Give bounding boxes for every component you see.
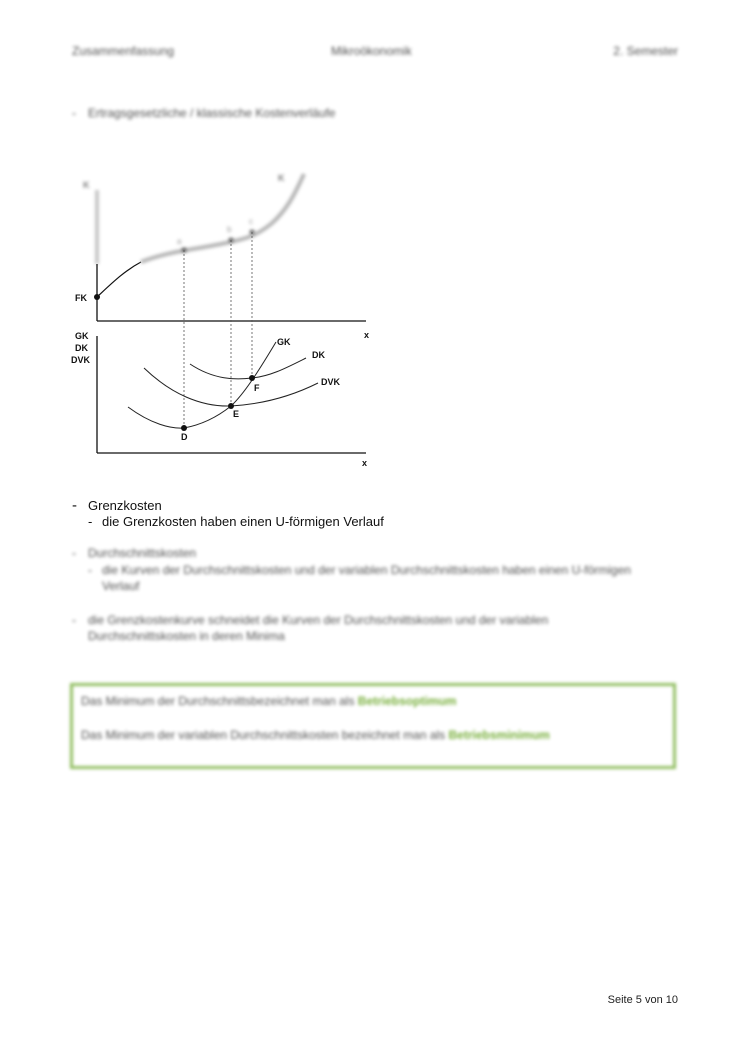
header-right: 2. Semester (613, 44, 678, 58)
grenzkosten-heading (72, 497, 162, 514)
grenzkosten-sub (88, 514, 384, 529)
point-c-label: c (249, 217, 253, 226)
top-y-label: K (83, 180, 90, 190)
durchschnitt-sub (88, 562, 668, 594)
box-line-1 (81, 694, 456, 708)
point-d-label: D (181, 432, 188, 442)
schnitt-text: die Grenzkostenkurve schneidet die Kurven der Durchschnittskosten und der variablen Durchschnittskosten in deren Minima (88, 613, 549, 643)
definition-box (70, 683, 676, 769)
fk-label: FK (75, 293, 87, 303)
dk-curve (190, 358, 306, 379)
grenzkosten-sub-text: die Grenzkosten haben einen U-förmigen Verlauf (102, 514, 384, 529)
bottom-y-label-dk: DK (75, 343, 88, 353)
schnitt-dash: - (72, 613, 76, 627)
gk-curve-label: GK (277, 337, 291, 347)
grenzkosten-dash: - (72, 497, 77, 514)
point-d (181, 425, 187, 431)
bottom-x-label: x (362, 458, 368, 468)
cost-curve-figure (66, 166, 396, 472)
box-line-2 (81, 728, 550, 742)
header-left: Zusammenfassung (72, 44, 175, 58)
intro-bullet (72, 106, 335, 120)
box-line-1-text: Das Minimum der Durchschnittsbezeichnet man als (81, 694, 358, 708)
page-footer: Seite 5 von 10 (607, 994, 678, 1006)
betriebsoptimum-highlight: Betriebsoptimum (357, 694, 457, 708)
bottom-panel (71, 330, 370, 468)
point-f (249, 375, 255, 381)
grenzkosten-sub-dash: - (88, 514, 93, 529)
grenzkosten-heading-text: Grenzkosten (88, 498, 162, 513)
durchschnitt-heading (72, 546, 196, 560)
cost-curve-sharp (97, 262, 141, 297)
point-a-label: a (177, 237, 182, 246)
durchschnitt-sub-dash: - (88, 563, 92, 577)
cost-curve-svg (66, 166, 396, 472)
header-center: Mikroökonomik (331, 44, 412, 58)
point-f-label: F (254, 383, 260, 393)
point-e-label: E (233, 409, 240, 419)
durchschnitt-heading-text: Durchschnittskosten (88, 546, 197, 560)
top-x-label: x (364, 330, 370, 340)
box-line-2-text: Das Minimum der variablen Durchschnittskosten bezeichnet man als (81, 728, 449, 742)
bottom-y-label-gk: GK (75, 331, 89, 341)
intro-text: Ertragsgesetzliche / klassische Kostenverläufe (88, 106, 336, 120)
top-curve-label: K (278, 173, 285, 183)
bullet-dash: - (72, 106, 76, 120)
dvk-curve-label: DVK (321, 377, 341, 387)
schnitt-bullet (72, 612, 672, 644)
durchschnitt-sub-text: die Kurven der Durchschnittskosten und der variablen Durchschnittskosten haben einen U-förmigen Verlauf (102, 563, 631, 593)
fk-point (94, 294, 100, 300)
dk-curve-label: DK (312, 350, 325, 360)
bottom-y-label-dvk: DVK (71, 355, 91, 365)
durchschnitt-dash: - (72, 546, 76, 560)
point-b-label: b (227, 225, 232, 234)
top-panel (75, 173, 369, 340)
top-y-axis-blur (95, 190, 99, 264)
betriebsminimum-highlight: Betriebsminimum (448, 728, 550, 742)
cost-curve-blur (141, 174, 304, 262)
